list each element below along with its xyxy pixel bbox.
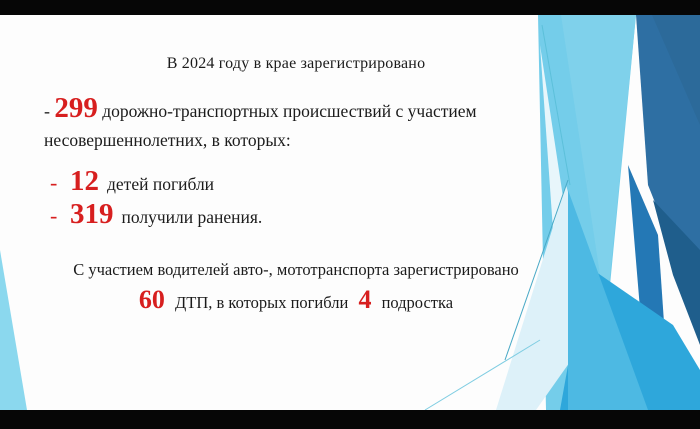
intro-dash: - — [44, 101, 50, 121]
dtp-count: 60 — [138, 285, 165, 314]
accidents-count: 299 — [54, 92, 98, 124]
slide-title: В 2024 году в крае зарегистрировано — [166, 55, 426, 72]
bullet-dash: - — [50, 170, 58, 195]
list-item-injuries — [50, 198, 263, 230]
intro-text: дорожно-транспортных происшествий с участием несовершеннолетних, в которых: — [44, 101, 477, 150]
letterbox-bottom — [0, 410, 700, 429]
casualty-list — [50, 165, 263, 234]
letterbox-top — [0, 0, 700, 15]
deaths-label: детей погибли — [107, 174, 215, 194]
list-item-deaths — [50, 165, 262, 197]
teen-deaths-label: подростка — [381, 293, 454, 312]
facet-shapes — [425, 15, 700, 410]
injuries-count: 319 — [70, 198, 114, 230]
footer-line2 — [0, 286, 592, 316]
facet-decoration — [420, 15, 700, 410]
footer-statistics — [0, 256, 592, 316]
dtp-label: ДТП, в которых погибли — [175, 293, 349, 312]
intro-paragraph — [44, 94, 526, 155]
footer-line1: С участием водителей авто-, мототранспорта зарегистрировано — [73, 260, 519, 279]
injuries-label: получили ранения. — [121, 207, 263, 227]
bullet-dash: - — [50, 203, 58, 228]
teen-deaths-count: 4 — [358, 285, 372, 314]
deaths-count: 12 — [70, 165, 99, 197]
presentation-slide — [0, 15, 700, 410]
